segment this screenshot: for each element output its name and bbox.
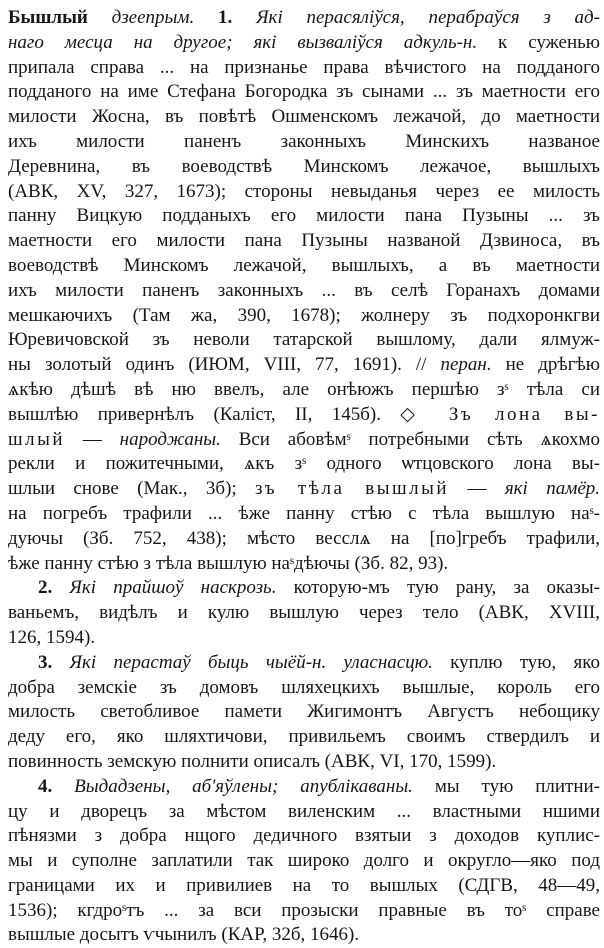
text-segment: рекли и пожитечными, ѧкъ зˢ одного ѡтцовского лона вы-	[8, 453, 600, 475]
text-segment: ны золотый одинъ (ИЮМ, VIII, 77, 1691). //	[8, 354, 441, 376]
text-line	[8, 874, 600, 899]
text-segment: границами их и привилиев на то вышлых (СДГВ, 48—49,	[8, 874, 600, 896]
text-line	[8, 56, 600, 81]
text-segment: 1536); кгдроˢтъ ... за вси прозыски правные въ тоˢ справе	[8, 899, 600, 921]
text-line	[8, 676, 600, 701]
text-segment: мешкаючихъ (Там жа, 390, 1678); жолнеру зъ подхоронкгви	[8, 304, 600, 326]
text-line	[8, 204, 600, 229]
text-line	[8, 849, 600, 874]
text-segment: Деревнина, въ воеводствѣ Минскомъ лежачое, вышлыхъ	[8, 155, 600, 177]
text-line	[8, 180, 600, 205]
text-line	[8, 403, 600, 428]
text-segment: (АВК, XV, 327, 1673); стороны невыданья через ее милость	[8, 180, 600, 202]
text-line	[8, 750, 600, 775]
text-line	[8, 477, 600, 502]
text-line	[8, 279, 600, 304]
text-segment: шлый	[8, 428, 66, 450]
text-segment: 3.	[38, 651, 70, 673]
text-line	[8, 6, 600, 31]
text-segment: добра земскіе зъ домовъ шляхецкихъ вышлые, король его	[8, 676, 600, 698]
text-segment: воеводствѣ Минскомъ лежачой, вышлыхъ, а въ маетности	[8, 254, 600, 276]
text-segment: Які перастаў быць чыёй-н. уласнасцю.	[69, 651, 433, 673]
text-segment: 1.	[218, 7, 257, 28]
text-line	[8, 552, 600, 577]
text-segment: дуючы (Зб. 752, 438); мѣсто весслѧ на [по]гребъ трафили,	[8, 527, 600, 549]
text-segment: мы тую плитни-	[412, 775, 600, 797]
text-segment: 2.	[38, 577, 70, 599]
text-segment: на погребъ трафили ... ѣже панну стѣю с тѣла вышлую наˢ-	[8, 502, 600, 524]
text-segment: припала справа ... на признанье права вѣчистого на подданого	[8, 56, 600, 78]
text-segment: —	[449, 478, 505, 500]
text-line	[8, 824, 600, 849]
text-line	[8, 800, 600, 825]
text-segment: Вси абовѣмˢ потребными сѣть ѧкохмо	[220, 428, 600, 450]
text-segment: —	[65, 428, 120, 450]
text-segment: ваньемъ, видѣлъ и кулю вышлую через тело (АВК, XVIII,	[8, 602, 600, 624]
text-segment: 4.	[38, 775, 75, 797]
text-line	[8, 576, 600, 601]
text-segment: вышлѣю привернѣлъ (Каліст, II, 145б). ◇	[8, 403, 449, 425]
text-segment: куплю тую, яко	[432, 651, 600, 673]
text-segment: Выдадзены, аб'яўлены; апублікаваны.	[74, 775, 413, 797]
text-line	[8, 452, 600, 477]
text-line	[8, 31, 600, 56]
text-segment: панну Вицкую подданыхъ его милости пана Пузыны ... зъ	[8, 205, 600, 227]
text-segment: милости Жосна, въ повѣтѣ Ошменскомъ лежачой, до маетности	[8, 106, 600, 128]
text-line	[8, 725, 600, 750]
text-line	[8, 775, 600, 800]
text-segment: які памёр.	[504, 478, 600, 500]
text-line	[8, 378, 600, 403]
text-line	[8, 254, 600, 279]
text-segment: шлыи снове (Мак., 3б);	[8, 478, 256, 500]
text-segment: мы и суполне заплатили так широко долго и округло—яко под	[8, 850, 600, 872]
text-segment: ѧкѣю дѣшѣ вѣ ню ввелъ, але онѣюжъ першѣю зˢ тѣла си	[8, 378, 600, 400]
text-segment: ихъ милости паненъ законныхъ ... въ селѣ Горанахъ домами	[8, 279, 600, 301]
text-segment: к суженью	[477, 31, 600, 53]
text-segment: перан.	[440, 354, 492, 376]
text-segment: не дрѣгѣю	[491, 354, 600, 376]
text-line	[8, 304, 600, 329]
text-line	[8, 229, 600, 254]
text-line	[8, 105, 600, 130]
text-line	[8, 626, 600, 651]
text-segment: Зъ лона вы-	[448, 403, 600, 425]
text-segment: милость светобливое памети Жигимонтъ Августъ небощику	[8, 701, 600, 723]
text-line	[8, 601, 600, 626]
text-segment: маетности его милости пана Пузыны названой Дзвиноса, въ	[8, 230, 600, 252]
text-line	[8, 527, 600, 552]
text-line	[8, 155, 600, 180]
text-line	[8, 428, 600, 453]
text-segment: ѣже панну стѣю з тѣла вышлую наˢдѣючы (Зб. 82, 93).	[8, 552, 449, 574]
text-segment: деду его, яко шляхтичови, привильемъ своимъ ствердилъ и	[8, 726, 600, 748]
text-segment: народжаны.	[119, 428, 221, 450]
text-line	[8, 502, 600, 527]
text-segment: цу и дворецъ за мѣстом виленским ... властными ншими	[8, 800, 600, 822]
text-line	[8, 700, 600, 725]
text-segment: 126, 1594).	[8, 626, 96, 648]
text-segment: наго месца на другое; які вызваліўся адкуль-н.	[8, 31, 478, 53]
text-segment: дзеепрым.	[87, 7, 219, 28]
text-segment: зъ тѣла вышлый	[255, 478, 450, 500]
text-segment: повинность земскую полнити описалъ (АВК, VI, 170, 1599).	[8, 750, 497, 772]
text-line	[8, 353, 600, 378]
text-line	[8, 923, 600, 948]
text-segment: которую-мъ тую рану, за оказы-	[276, 577, 600, 599]
text-line	[8, 899, 600, 924]
text-segment: Юревичовской зъ неволи татарской вышлому, дали ялмуж-	[8, 329, 600, 351]
text-segment: Які перасяліўся, перабраўся з ад-	[256, 7, 600, 28]
text-segment: пѣнязми з добра нщого дедичного взятыи з доходов куплис-	[8, 825, 600, 847]
text-segment: ихъ милости паненъ законныхъ Минскихъ названое	[8, 130, 600, 152]
text-segment: Які прайшоў наскрозь.	[69, 577, 277, 599]
text-segment: вышлые досытъ ѵчынилъ (КАР, 32б, 1646).	[8, 924, 360, 946]
text-segment: Бышлый	[8, 7, 88, 28]
text-segment: подданого на име Стефана Богородка зъ сынами ... зъ маетности его	[8, 81, 600, 103]
text-line	[8, 80, 600, 105]
text-line	[8, 651, 600, 676]
text-line	[8, 328, 600, 353]
text-line	[8, 130, 600, 155]
